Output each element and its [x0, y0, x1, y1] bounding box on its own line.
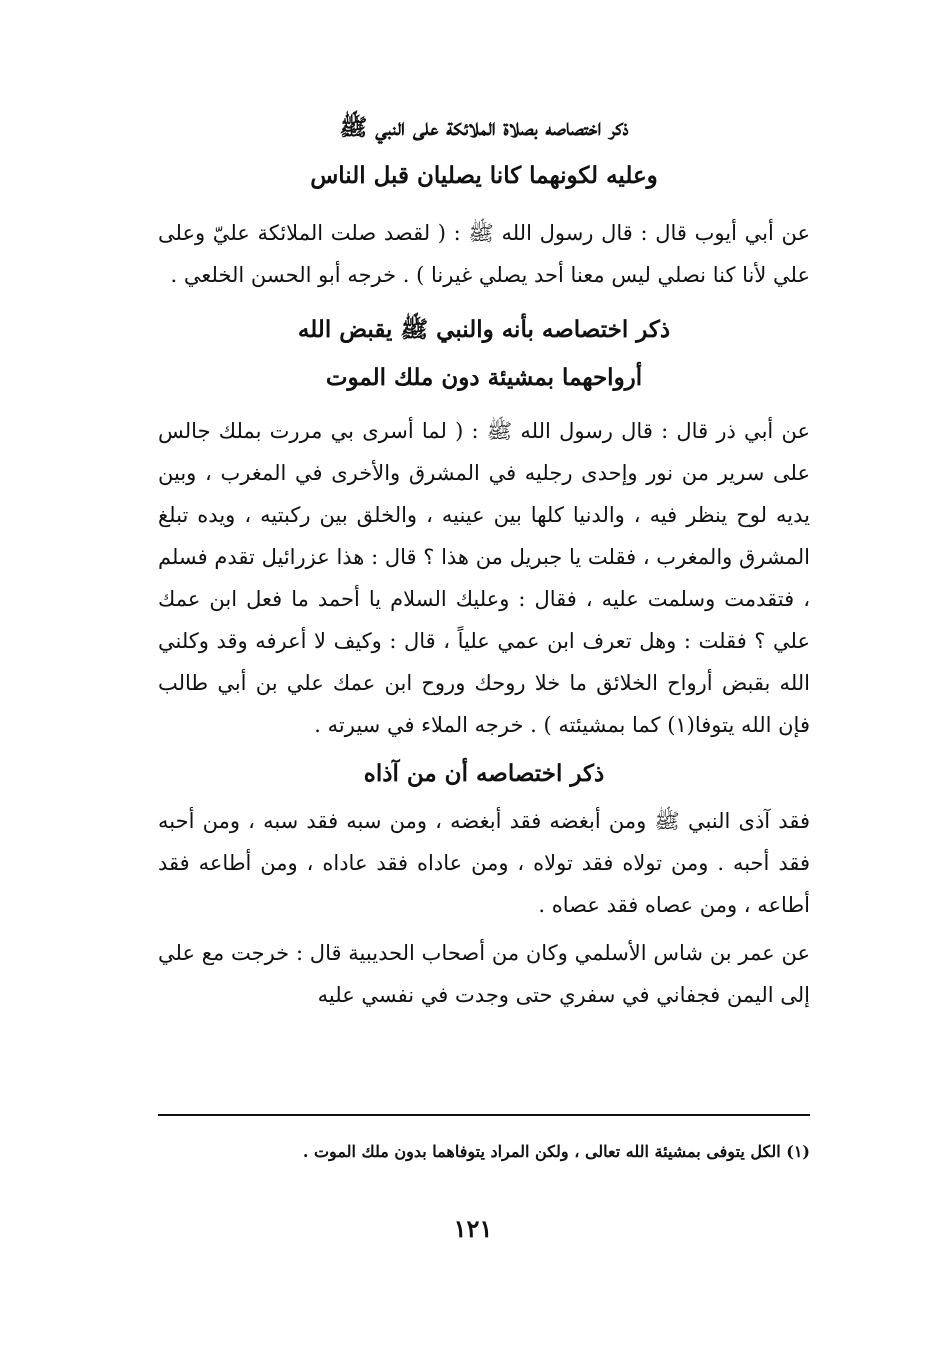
section-1-heading-line-2: وعليه لكونهما كانا يصليان قبل الناس: [310, 162, 658, 189]
section-3-paragraph-2: عن عمر بن شاس الأسلمي وكان من أصحاب الحديبية قال : خرجت مع علي إلى اليمن فجفاني في سفري حتى وجدت في نفسي عليه: [158, 941, 810, 1007]
section-3-paragraph-1: فقد آذى النبي ﷺ ومن أبغضه فقد أبغضه ، ومن سبه فقد سبه ، ومن أحبه فقد أحبه . ومن تولاه فقد تولاه ، ومن عاداه فقد عاداه ، ومن أطاعه فقد أطاعه ، ومن عصاه فقد عصاه .: [158, 809, 810, 917]
footnote: (١) الكل يتوفى بمشيئة الله تعالى ، ولكن المراد يتوفاهما بدون ملك الموت .: [302, 1142, 810, 1161]
section-2-heading-line-2: أرواحهما بمشيئة دون ملك الموت: [325, 364, 643, 391]
page-body: [158, 96, 810, 1016]
section-1-paragraph: عن أبي أيوب قال : قال رسول الله ﷺ : ( لقصد صلت الملائكة عليّ وعلى علي لأنا كنا نصلي ليس معنا أحد يصلي غيرنا ) . خرجه أبو الحسن الخلعي .: [158, 221, 810, 287]
section-2-heading-line-1: ذكر اختصاصه بأنه والنبي ﷺ يقبض الله: [297, 316, 671, 343]
section-3-heading: ذكر اختصاصه أن من آذاه: [363, 760, 605, 787]
section-2-paragraph: عن أبي ذر قال : قال رسول الله ﷺ : ( لما أسرى بي مررت بملك جالس على سرير من نور وإحدى رجليه في المشرق والأخرى في المغرب ، وبين يديه لوح ينظر فيه ، والدنيا كلها بين عينيه ، والخلق بين ركبتيه ، ويده تبلغ المشرق والمغرب ، فقلت يا جبريل من هذا ؟ قال : هذا عزرائيل تقدم فسلم ، فتقدمت وسلمت عليه ، فقال : وعليك السلام يا أحمد ما فعل ابن عمك علي ؟ فقلت : وهل تعرف ابن عمي علياً ، قال : وكيف لا أعرفه وقد وكلني الله بقبض أرواح الخلائق ما خلا روحك وروح ابن عمك علي بن أبي طالب فإن الله يتوفا(١) كما بمشيئته ) . خرجه الملاء في سيرته .: [158, 419, 810, 737]
section-1-heading-line-1: ذكر اختصاصه بصلاة الملائكة على النبي ﷺ: [339, 114, 629, 141]
footnote-divider: [158, 1114, 810, 1116]
page-number: ١٢١: [453, 1214, 493, 1243]
